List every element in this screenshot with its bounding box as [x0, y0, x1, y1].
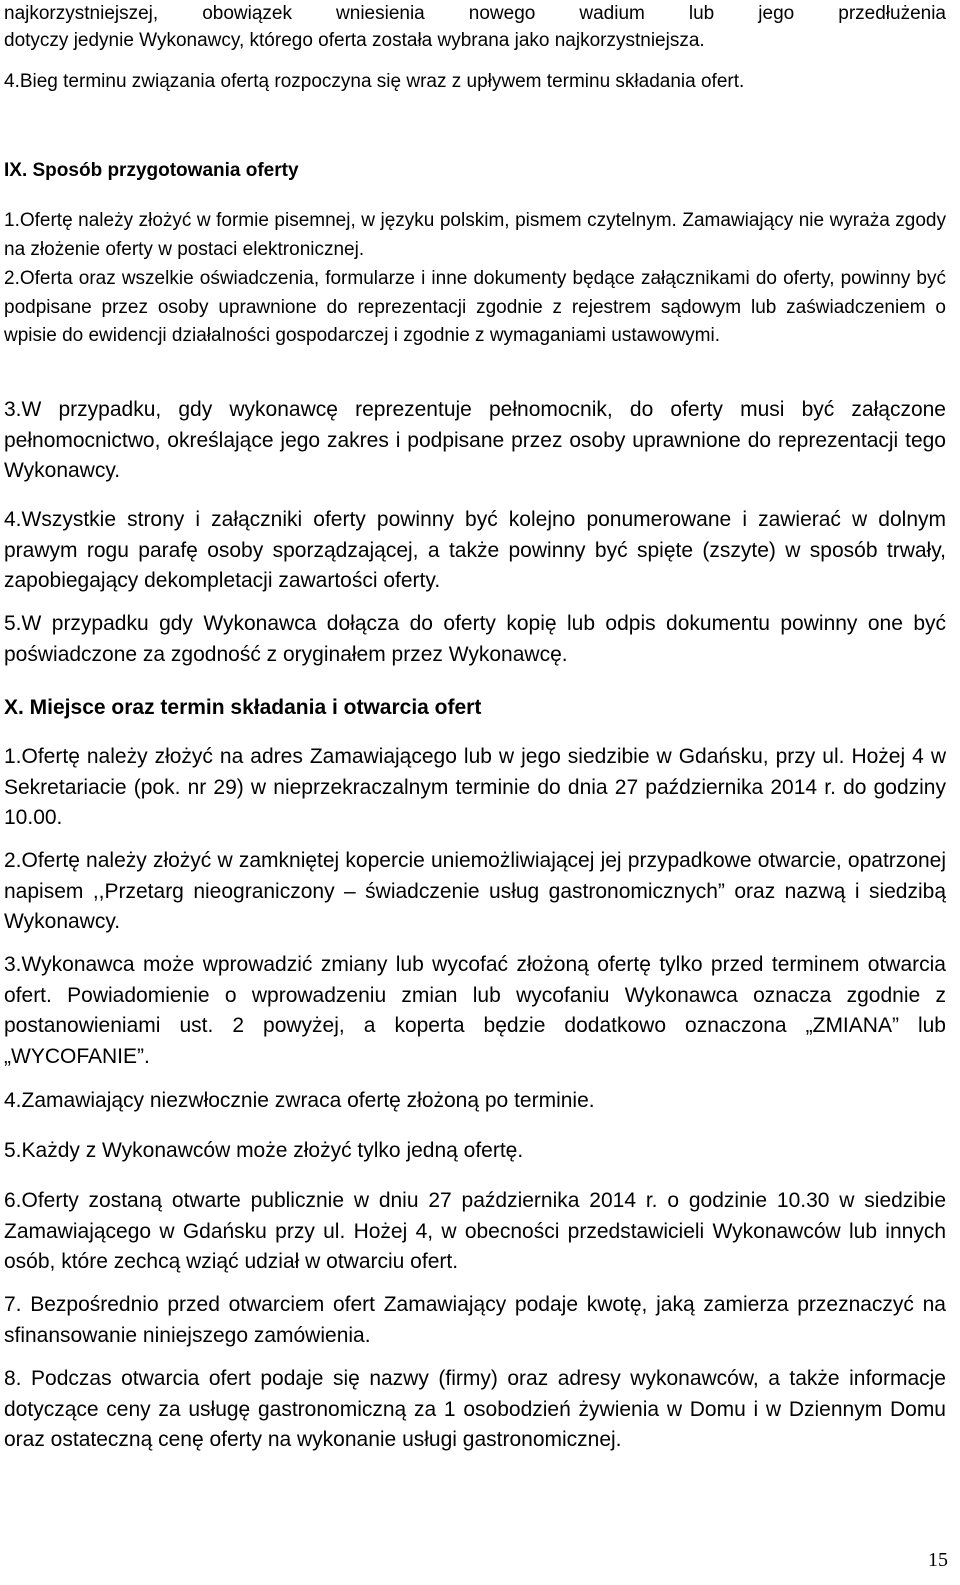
- paragraph-x-5: 5.Każdy z Wykonawców może złożyć tylko jedną ofertę.: [4, 1139, 524, 1162]
- paragraph-x-6: 6.Oferty zostaną otwarte publicznie w dniu 27 października 2014 r. o godzinie 10.30 w siedzibie Zamawiającego w Gdańsku przy ul. Hożej 4, w obecności przedstawicieli Wykonawców lub innych osób, które zechcą wziąć udział w otwarciu ofert.: [4, 1189, 946, 1273]
- paragraph-x-3: 3.Wykonawca może wprowadzić zmiany lub wycofać złożoną ofertę tylko przed terminem otwarcia ofert. Powiadomienie o wprowadzeniu zmian lub wycofaniu Wykonawca oznacza zgodnie z postanowieniami ust. 2 powyżej, a koperta będzie dodatkowo oznaczona „ZMIANA” lub „WYCOFANIE”.: [4, 953, 946, 1068]
- paragraph-viii-4: 4.Bieg terminu związania ofertą rozpoczyna się wraz z upływem terminu składania ofert.: [4, 71, 745, 92]
- section-x-heading: X. Miejsce oraz termin składania i otwarcia ofert: [4, 696, 482, 719]
- paragraph-ix-4: 4.Wszystkie strony i załączniki oferty powinny być kolejno ponumerowane i zawierać w dolnym prawym rogu parafę osoby sporządzającej, a także powinny być spięte (zszyte) w sposób trwały, zapobiegający dekompletacji zawartości oferty.: [4, 508, 946, 592]
- paragraph-x-2: 2.Ofertę należy złożyć w zamkniętej kopercie uniemożliwiającej jej przypadkowe otwarcie, opatrzonej napisem ,,Przetarg nieograniczony – świadczenie usług gastronomicznych” oraz nazwą i siedzibą Wykonawcy.: [4, 849, 946, 933]
- intro-line-2: dotyczy jedynie Wykonawcy, którego oferta została wybrana jako najkorzystniejsza.: [4, 30, 705, 51]
- paragraph-x-7: 7. Bezpośrednio przed otwarciem ofert Zamawiający podaje kwotę, jaką zamierza przeznaczyć na sfinansowanie niniejszego zamówienia.: [4, 1293, 946, 1347]
- paragraph-ix-5: 5.W przypadku gdy Wykonawca dołącza do oferty kopię lub odpis dokumentu powinny one być poświadczone za zgodność z oryginałem przez Wykonawcę.: [4, 612, 946, 666]
- paragraph-x-4: 4.Zamawiający niezwłocznie zwraca ofertę złożoną po terminie.: [4, 1089, 595, 1112]
- paragraph-x-8: 8. Podczas otwarcia ofert podaje się nazwy (firmy) oraz adresy wykonawców, a także informacje dotyczące ceny za usługę gastronomiczną za 1 osobodzień żywienia w Domu i w Dziennym Domu oraz ostateczną cenę oferty na wykonanie usługi gastronomicznej.: [4, 1367, 946, 1451]
- section-ix-heading: IX. Sposób przygotowania oferty: [4, 160, 299, 181]
- page-number: 15: [928, 1549, 948, 1571]
- paragraph-ix-1: 1.Ofertę należy złożyć w formie pisemnej, w języku polskim, pismem czytelnym. Zamawiający nie wyraża zgody na złożenie oferty w postaci elektronicznej.: [4, 210, 946, 260]
- paragraph-x-1: 1.Ofertę należy złożyć na adres Zamawiającego lub w jego siedzibie w Gdańsku, przy ul. Hożej 4 w Sekretariacie (pok. nr 29) w nieprzekraczalnym terminie do dnia 27 października 2014 r. do godziny 10.00.: [4, 745, 946, 829]
- intro-line-1: najkorzystniejszej, obowiązek wniesienia nowego wadium lub jego przedłużenia: [4, 3, 946, 24]
- paragraph-ix-3: 3.W przypadku, gdy wykonawcę reprezentuje pełnomocnik, do oferty musi być załączone pełnomocnictwo, określające jego zakres i podpisane przez osoby uprawnione do reprezentacji tego Wykonawcy.: [4, 398, 946, 482]
- paragraph-ix-2: 2.Oferta oraz wszelkie oświadczenia, formularze i inne dokumenty będące załącznikami do oferty, powinny być podpisane przez osoby uprawnione do reprezentacji zgodnie z rejestrem sądowym lub zaświadczeniem o wpisie do ewidencji działalności gospodarczej i zgodnie z wymaganiami ustawowymi.: [4, 268, 946, 346]
